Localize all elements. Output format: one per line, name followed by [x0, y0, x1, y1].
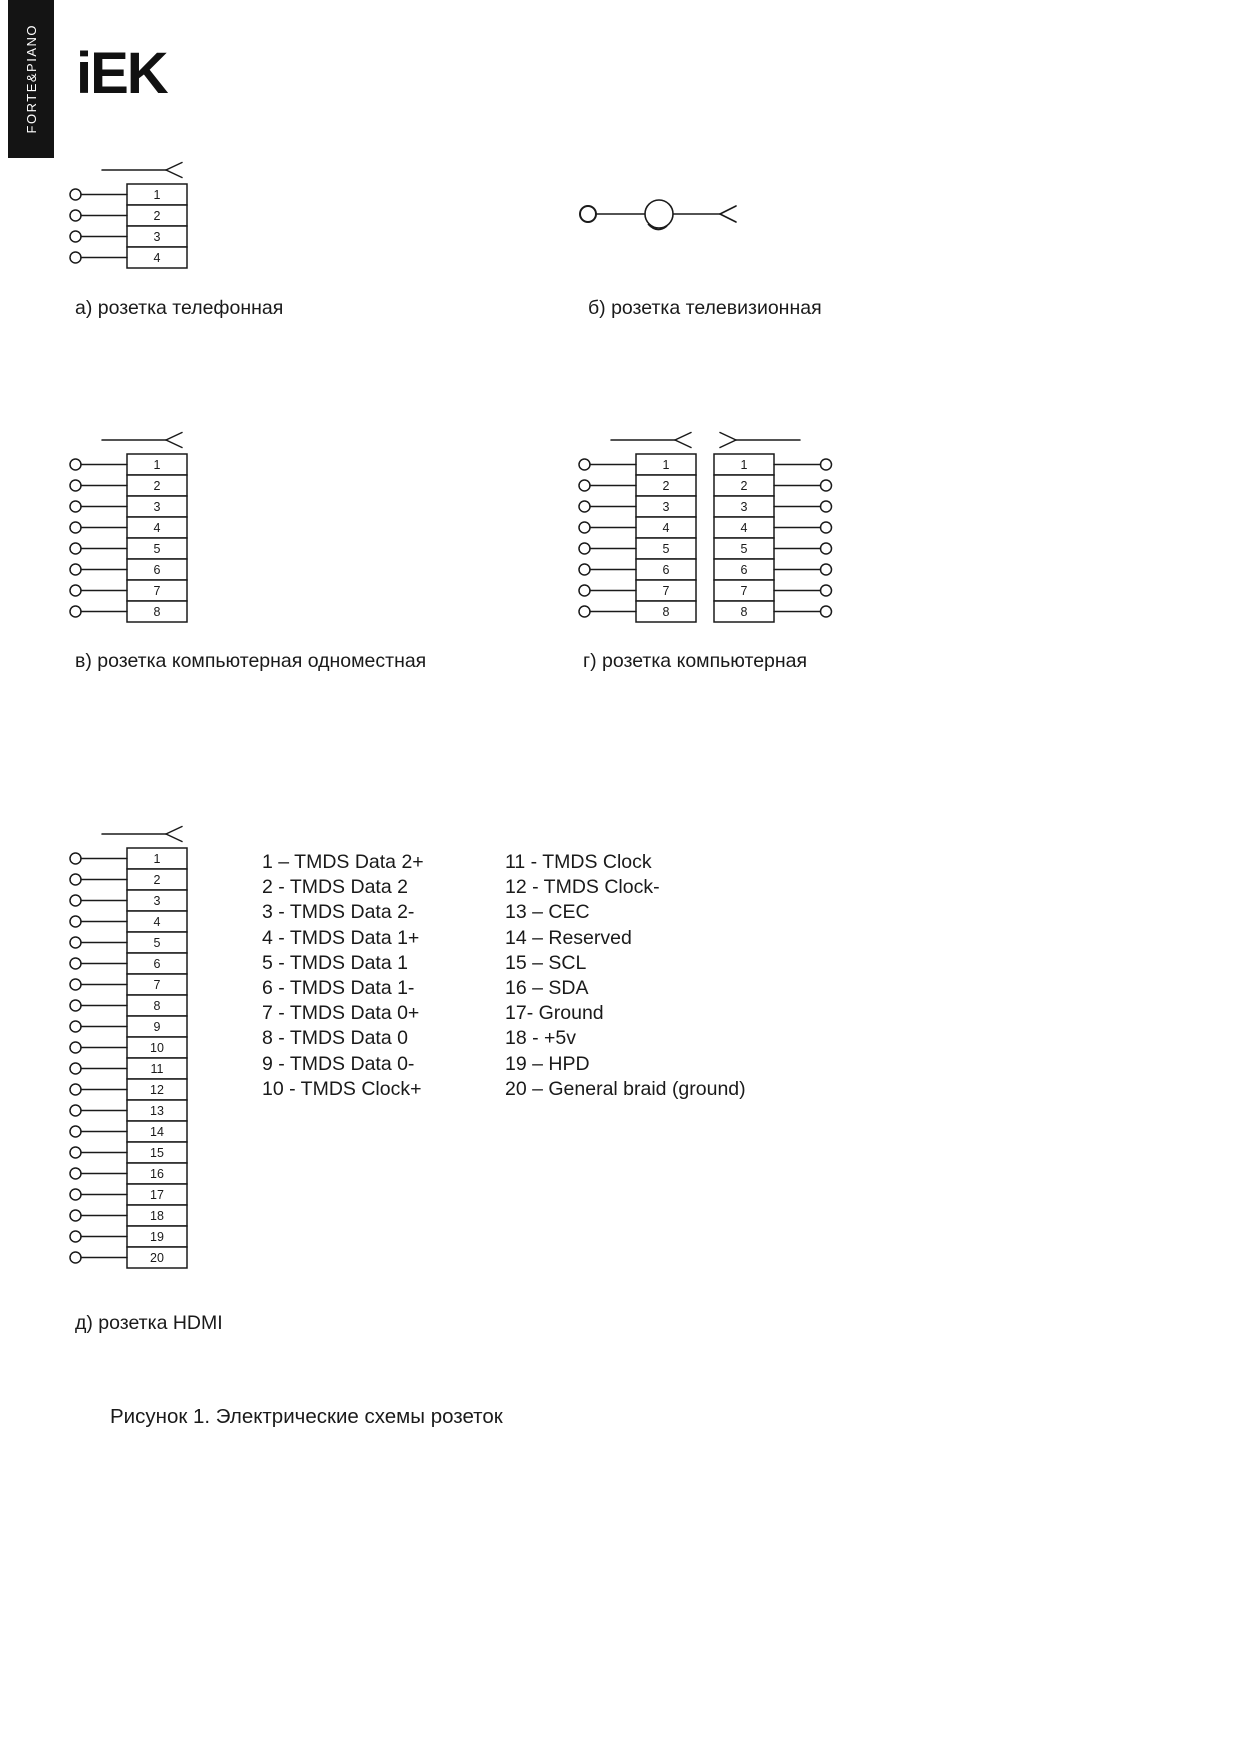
svg-text:1: 1 — [153, 852, 161, 866]
svg-text:8: 8 — [153, 999, 161, 1013]
computer-single-label: в) розетка компьютерная одноместная — [75, 650, 427, 672]
svg-text:4: 4 — [153, 251, 161, 265]
svg-text:14: 14 — [150, 1125, 164, 1139]
svg-text:8: 8 — [662, 605, 670, 619]
svg-text:5: 5 — [662, 542, 670, 556]
computer-double-left-connector — [575, 428, 699, 630]
computer-double-label: г) розетка компьютерная — [583, 650, 808, 672]
svg-text:3: 3 — [153, 500, 161, 514]
legend-item: 19 – HPD — [505, 1052, 590, 1075]
svg-text:4: 4 — [153, 521, 161, 535]
legend-item: 17- Ground — [505, 1002, 604, 1025]
svg-text:1: 1 — [740, 458, 748, 472]
tv-loop-icon — [645, 200, 673, 228]
svg-text:20: 20 — [150, 1251, 164, 1265]
legend-item: 14 – Reserved — [505, 926, 632, 949]
phone-socket-diagram — [66, 158, 190, 276]
tv-socket-symbol — [570, 192, 760, 238]
legend-item: 5 - TMDS Data 1 — [262, 951, 408, 974]
svg-text:8: 8 — [740, 605, 748, 619]
svg-text:6: 6 — [662, 563, 670, 577]
svg-text:3: 3 — [153, 894, 161, 908]
svg-text:5: 5 — [740, 542, 748, 556]
svg-text:13: 13 — [150, 1104, 164, 1118]
svg-text:3: 3 — [740, 500, 748, 514]
svg-text:2: 2 — [662, 479, 670, 493]
legend-item: 7 - TMDS Data 0+ — [262, 1002, 420, 1025]
legend-item: 15 – SCL — [505, 951, 587, 974]
connector-symbol — [712, 428, 836, 625]
svg-text:1: 1 — [153, 188, 161, 202]
svg-text:3: 3 — [153, 230, 161, 244]
svg-text:17: 17 — [150, 1188, 164, 1202]
svg-text:4: 4 — [153, 915, 161, 929]
svg-text:19: 19 — [150, 1230, 164, 1244]
svg-text:6: 6 — [153, 957, 161, 971]
legend-item: 8 - TMDS Data 0 — [262, 1027, 408, 1050]
legend-item: 13 – CEC — [505, 901, 590, 924]
svg-text:2: 2 — [153, 209, 161, 223]
legend-item: 18 - +5v — [505, 1027, 577, 1050]
hdmi-legend-col1 — [262, 850, 424, 1102]
svg-text:4: 4 — [662, 521, 670, 535]
svg-text:11: 11 — [150, 1062, 164, 1076]
svg-text:1: 1 — [662, 458, 670, 472]
svg-text:18: 18 — [150, 1209, 164, 1223]
banner-text: FORTE&PIANO — [23, 24, 39, 134]
svg-text:6: 6 — [740, 563, 748, 577]
legend-item: 20 – General braid (ground) — [505, 1077, 746, 1100]
svg-text:9: 9 — [153, 1020, 161, 1034]
tv-left-terminal-icon — [580, 206, 596, 222]
legend-item: 11 - TMDS Clock — [505, 851, 652, 873]
svg-text:3: 3 — [662, 500, 670, 514]
hdmi-socket-diagram — [66, 822, 190, 1276]
svg-text:7: 7 — [662, 584, 670, 598]
svg-text:2: 2 — [153, 873, 161, 887]
figure-caption: Рисунок 1. Электрические схемы розеток — [110, 1405, 503, 1428]
svg-text:7: 7 — [153, 978, 161, 992]
connector-symbol — [66, 428, 190, 625]
hdmi-socket-label: д) розетка HDMI — [75, 1312, 223, 1334]
svg-text:4: 4 — [740, 521, 748, 535]
side-banner — [8, 0, 54, 158]
legend-item: 4 - TMDS Data 1+ — [262, 926, 420, 949]
svg-text:7: 7 — [740, 584, 748, 598]
svg-text:5: 5 — [153, 542, 161, 556]
svg-text:16: 16 — [150, 1167, 164, 1181]
connector-symbol — [66, 158, 190, 271]
svg-text:6: 6 — [153, 563, 161, 577]
legend-item: 6 - TMDS Data 1- — [262, 977, 415, 1000]
iek-logo: iEK — [76, 41, 167, 106]
legend-item: 10 - TMDS Clock+ — [262, 1077, 422, 1100]
svg-text:5: 5 — [153, 936, 161, 950]
svg-text:1: 1 — [153, 458, 161, 472]
connector-symbol — [575, 428, 699, 625]
computer-double-right-connector — [712, 428, 836, 630]
legend-item: 2 - TMDS Data 2 — [262, 876, 408, 899]
phone-socket-label: а) розетка телефонная — [75, 297, 284, 319]
computer-single-diagram — [66, 428, 190, 630]
svg-text:2: 2 — [153, 479, 161, 493]
legend-item: 12 - TMDS Clock- — [505, 876, 660, 899]
svg-text:7: 7 — [153, 584, 161, 598]
svg-text:10: 10 — [150, 1041, 164, 1055]
svg-text:12: 12 — [150, 1083, 164, 1097]
legend-item: 9 - TMDS Data 0- — [262, 1052, 415, 1075]
hdmi-legend-col2 — [505, 850, 746, 1102]
svg-text:8: 8 — [153, 605, 161, 619]
legend-item: 1 – TMDS Data 2+ — [262, 851, 424, 873]
legend-item: 3 - TMDS Data 2- — [262, 901, 415, 924]
svg-text:2: 2 — [740, 479, 748, 493]
tv-socket-label: б) розетка телевизионная — [588, 297, 822, 319]
legend-item: 16 – SDA — [505, 977, 589, 1000]
tv-socket-diagram — [570, 192, 760, 243]
svg-text:15: 15 — [150, 1146, 164, 1160]
connector-symbol — [66, 822, 190, 1271]
